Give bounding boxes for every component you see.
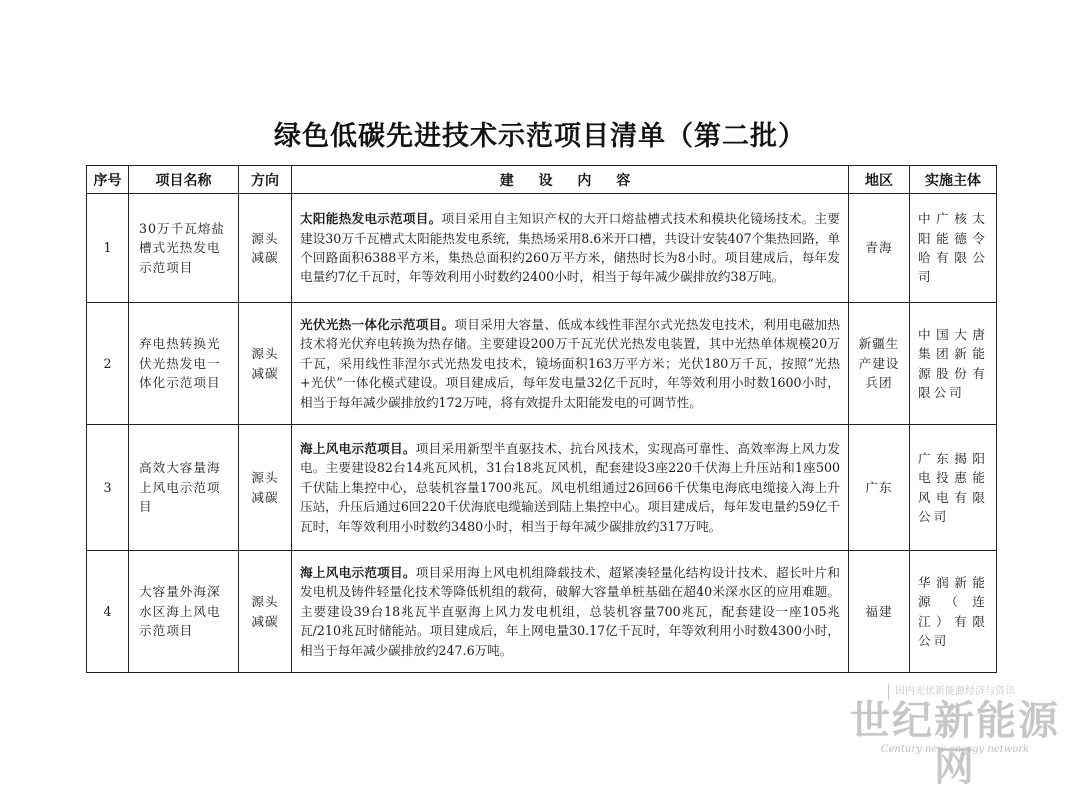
row-num: 4 [87,551,129,673]
content-lead: 海上风电示范项目。 [300,440,416,456]
project-content [292,551,849,673]
project-name: 30万千瓦熔盐槽式光热发电示范项目 [129,194,239,303]
project-org: 中国大唐集团新能源股份有限公司 [910,303,997,425]
project-table [86,165,997,673]
row-num: 2 [87,303,129,425]
content-body: 项目采用海上风电机组降载技术、超紧凑轻量化结构设计技术、超长叶片和发电机及铸件轻量化技术等降低机组的载荷，破解大容量单桩基础在超40米深水区的应用难题。主要建设39台18兆瓦半直驱海上风力发电机组，总装机容量700兆瓦，配套建设一座105兆瓦/210兆瓦时储能站。项目建成后，年上网电量30.17亿千瓦时，年等效利用小时数4300小时，相当于每年减少碳排放约247.6万吨。 [300,564,841,658]
row-num: 3 [87,425,129,551]
project-org: 中广核太阳能德令哈有限公司 [910,194,997,303]
header-num: 序号 [87,166,129,194]
project-content [292,303,849,425]
project-org: 华润新能源（连江）有限公司 [910,551,997,673]
content-body: 项目采用大容量、低成本线性菲涅尔式光热发电技术，利用电磁加热技术将光伏弃电转换为热存储。主要建设200万千瓦光伏光热发电装置，其中光热单体规模20万千瓦，采用线性菲涅尔式光热发电技术，镜场面积163万平方米；光伏180万千瓦，按照“光热+光伏”一体化模式建设。项目建成后，每年发电量32亿千瓦时，年等效利用小时数1600小时，相当于每年减少碳排放约172万吨，将有效提升太阳能发电的可调节性。 [300,316,841,410]
content-lead: 光伏光热一体化示范项目。 [300,316,455,332]
content-lead: 海上风电示范项目。 [300,564,416,580]
project-direction: 源头减碳 [239,194,292,303]
header-org: 实施主体 [910,166,997,194]
table-row [87,425,997,551]
watermark-subtitle: Century new energy network [880,744,1030,755]
project-direction: 源头减碳 [239,425,292,551]
project-name: 高效大容量海上风电示范项目 [129,425,239,551]
project-name: 大容量外海深水区海上风电示范项目 [129,551,239,673]
table-row [87,303,997,425]
table-row [87,551,997,673]
project-region: 青海 [849,194,910,303]
project-content [292,194,849,303]
content-lead: 太阳能热发电示范项目。 [300,211,442,227]
header-region: 地区 [849,166,910,194]
project-region: 广东 [849,425,910,551]
project-region: 新疆生产建设兵团 [849,303,910,425]
header-direction: 方向 [239,166,292,194]
content-body: 项目采用新型半直驱技术、抗台风技术，实现高可靠性、高效率海上风力发电。主要建设82台14兆瓦风机，31台18兆瓦风机，配套建设3座220千伏海上升压站和1座500千伏陆上集控中心，总装机容量1700兆瓦。风电机组通过26回66千伏集电海底电缆接入海上升压站，升压后通过6回220千伏海底电缆输送到陆上集控中心。项目建成后，每年发电量约59亿千瓦时，年等效利用小时数约3480小时，相当于每年减少碳排放约317万吨。 [300,440,841,534]
content-body: 项目采用自主知识产权的大开口熔盐槽式技术和模块化镜场技术。主要建设30万千瓦槽式太阳能热发电系统，集热场采用8.6米开口槽，共设计安装407个集热回路，单个回路面积6388平方米，集热总面积约260万平方米，储热时长为8小时。项目建成后，每年发电量约7亿千瓦时，年等效利用小时数约2400小时，相当于每年减少碳排放约38万吨。 [300,211,841,285]
table-row [87,194,997,303]
project-direction: 源头减碳 [239,551,292,673]
watermark-logo: 世纪新能源网 [850,698,1060,790]
row-num: 1 [87,194,129,303]
page-title: 绿色低碳先进技术示范项目清单（第二批） [274,121,806,152]
project-content [292,425,849,551]
project-org: 广东揭阳电投惠能风电有限公司 [910,425,997,551]
header-content: 建 设 内 容 [292,166,849,194]
project-direction: 源头减碳 [239,303,292,425]
header-name: 项目名称 [129,166,239,194]
project-name: 弃电热转换光伏光热发电一体化示范项目 [129,303,239,425]
watermark-tagline: 国内光伏新能源经济与资讯 [888,684,1045,700]
table-header-row [87,166,997,194]
project-region: 福建 [849,551,910,673]
